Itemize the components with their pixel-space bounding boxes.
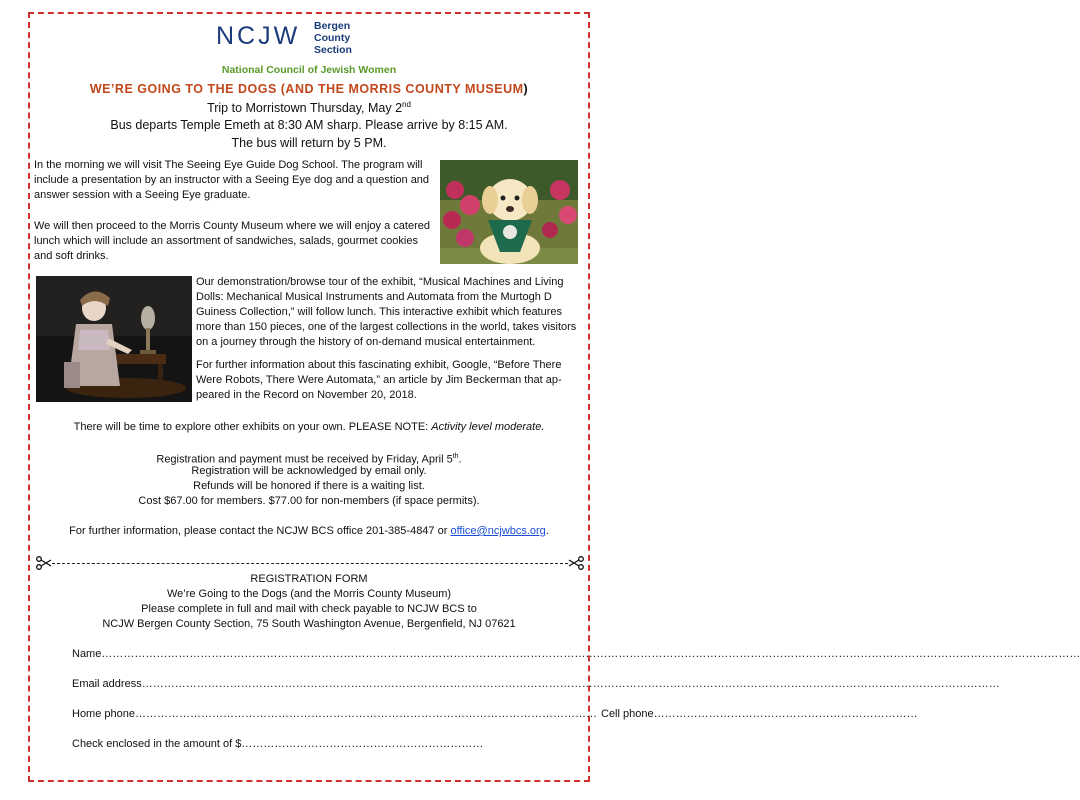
name-fill-line: …………………………………………………………………………………………………………………………………………………………………………………………………………………………………………… xyxy=(101,648,1080,660)
paragraph-lunch: We will then proceed to the Morris County Museum where we will enjoy a catered lunch which will include an assortment of sandwiches, salads, gourmet cookies and soft drinks. xyxy=(34,220,430,262)
logo-section-name xyxy=(314,20,384,56)
paragraph-further-info: For further information about this fascinating exhibit, Google, “Before There Were Robots, There Were Automata,” an article by Jim Beckerman that ap-peared in the Record on November 20, 2018. xyxy=(196,359,562,401)
registration-form-heading: REGISTRATION FORM xyxy=(250,573,368,585)
email-fill-line: ……………………………………………………………………………………………………………………………………………………………………………………………………………… xyxy=(141,678,1000,690)
contact-email-link[interactable]: office@ncjwbcs.org xyxy=(450,525,546,537)
deadline-sup: th xyxy=(452,453,459,460)
trip-date-line xyxy=(0,100,618,115)
acknowledgement-note: Registration will be acknowledged by email only. xyxy=(191,465,427,477)
cell-phone-label: Cell phone xyxy=(601,708,654,720)
seeing-eye-puppy-photo xyxy=(440,160,578,264)
explore-text: There will be time to explore other exhibits on your own. PLEASE NOTE: xyxy=(73,421,432,433)
logo-letters: NCJW xyxy=(216,22,301,50)
event-title-close: ) xyxy=(523,82,529,96)
phone-fields xyxy=(72,708,918,720)
automaton-doll-photo xyxy=(36,276,192,402)
cut-here-line xyxy=(30,556,590,572)
home-phone-field[interactable] xyxy=(72,708,597,720)
deadline-end: . xyxy=(458,453,462,466)
logo-side-line: Section xyxy=(314,44,352,56)
cell-phone-field[interactable] xyxy=(601,708,918,720)
logo-side-line: Bergen xyxy=(314,20,351,32)
home-phone-label: Home phone xyxy=(72,708,135,720)
bus-departure-line: Bus departs Temple Emeth at 8:30 AM sharp. Please arrive by 8:15 AM. xyxy=(110,118,508,132)
contact-end: . xyxy=(545,525,549,537)
scissors-icon xyxy=(36,556,52,570)
logo-side-line: County xyxy=(314,32,351,44)
email-field[interactable] xyxy=(72,678,1000,690)
paragraph-exhibit-tour: Our demonstration/browse tour of the exhibit, “Musical Machines and Living Dolls: Mechanical Musical Instruments and Automata from the Murtogh D Guiness Collection,” will follow lunch. This interactive exhibit which features more than 150 pieces, one of the largest collections in the world, takes visitors on a journey through the history of on-demand musical entertainment. xyxy=(196,276,577,348)
event-title xyxy=(0,82,618,96)
cost-note: Cost $67.00 for members. $77.00 for non-members (if space permits). xyxy=(138,495,480,507)
activity-level-note: Activity level moderate. xyxy=(431,421,545,433)
check-amount-field[interactable] xyxy=(72,738,542,750)
deadline-text: Registration and payment must be received by Friday, April 5 xyxy=(156,453,453,466)
check-amount-fill-line: ………………………………………………………… xyxy=(241,738,484,750)
org-name: National Council of Jewish Women xyxy=(221,64,397,76)
registration-form-instructions: Please complete in full and mail with check payable to NCJW BCS to xyxy=(141,603,477,615)
event-title-text: WE’RE GOING TO THE DOGS (AND THE MORRIS COUNTY MUSEUM xyxy=(89,82,524,96)
bus-return-line: The bus will return by 5 PM. xyxy=(231,136,387,150)
name-field[interactable] xyxy=(72,648,1080,660)
check-amount-label: Check enclosed in the amount of $ xyxy=(72,738,242,750)
paragraph-seeing-eye: In the morning we will visit The Seeing Eye Guide Dog School. The program will include a presentation by an instructor with a Seeing Eye dog and a question and answer session with a Seeing Eye graduate. xyxy=(34,159,430,201)
dashed-cut-line xyxy=(52,563,568,564)
refund-note: Refunds will be honored if there is a waiting list. xyxy=(193,480,425,492)
cell-phone-fill-line: ……………………………………………………………… xyxy=(653,708,918,720)
name-label: Name xyxy=(72,648,102,660)
scissors-icon xyxy=(568,556,584,570)
email-label: Email address xyxy=(72,678,142,690)
contact-text: For further information, please contact the NCJW BCS office 201-385-4847 or xyxy=(69,525,451,537)
explore-note xyxy=(0,420,618,435)
trip-date-text: Trip to Morristown Thursday, May 2 xyxy=(207,101,403,116)
registration-form-subtitle: We’re Going to the Dogs (and the Morris County Museum) xyxy=(166,588,452,600)
trip-date-sup: nd xyxy=(402,100,411,109)
home-phone-fill-line: ……………………………………………………………………………………………………………… xyxy=(135,708,597,720)
mailing-address: NCJW Bergen County Section, 75 South Washington Avenue, Bergenfield, NJ 07621 xyxy=(102,618,516,630)
contact-line xyxy=(0,524,618,539)
